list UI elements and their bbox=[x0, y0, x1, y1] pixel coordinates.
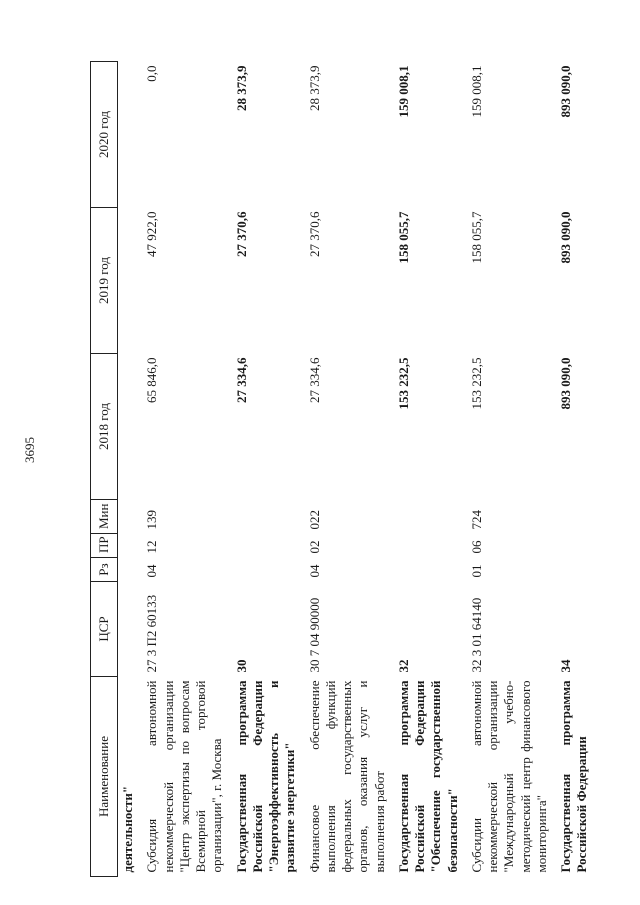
row-pr bbox=[228, 534, 301, 558]
row-2019: 47 922,0 bbox=[144, 211, 160, 257]
row-pr: 12 bbox=[144, 540, 160, 554]
row-pr bbox=[390, 534, 463, 558]
header-2018: 2018 год bbox=[91, 354, 118, 500]
row-2018: 153 232,5 bbox=[468, 357, 484, 410]
row-csr: 32 bbox=[395, 659, 411, 673]
row-2018: 27 334,6 bbox=[306, 357, 322, 403]
row-rz bbox=[118, 558, 139, 582]
row-pr: 02 bbox=[306, 540, 322, 554]
row-2020 bbox=[118, 62, 139, 208]
row-csr bbox=[118, 582, 139, 677]
row-2019: 158 055,7 bbox=[395, 211, 411, 264]
header-row bbox=[91, 62, 118, 877]
row-2019: 27 370,6 bbox=[306, 211, 322, 257]
row-2020: 28 373,9 bbox=[233, 65, 249, 111]
row-2020: 159 008,1 bbox=[468, 65, 484, 118]
row-2019: 27 370,6 bbox=[233, 211, 249, 257]
table-row bbox=[228, 62, 301, 877]
rotated-page bbox=[90, 32, 590, 877]
row-2020: 893 090,0 bbox=[558, 65, 573, 118]
row-rz bbox=[552, 558, 593, 582]
row-csr: 32 3 01 64140 bbox=[468, 597, 484, 673]
row-pr: 06 bbox=[468, 540, 484, 554]
row-2019 bbox=[118, 208, 139, 354]
row-name: Государственная программа Российской Федерации "Обеспечение государственной безопасности" bbox=[395, 680, 460, 873]
header-min: Мин bbox=[91, 500, 118, 534]
row-csr: 30 bbox=[233, 659, 249, 673]
row-rz: 04 bbox=[306, 564, 322, 578]
header-csr: ЦСР bbox=[91, 582, 118, 677]
row-2018: 893 090,0 bbox=[558, 357, 573, 410]
header-name: Наименование bbox=[91, 677, 118, 877]
row-name: Субсидии автономной некоммерческой организации "Международный учебно-методический центр финансового мониторинга" bbox=[468, 680, 549, 873]
row-csr: 30 7 04 90000 bbox=[306, 597, 322, 673]
row-2020: 0,0 bbox=[144, 65, 160, 82]
row-2019: 158 055,7 bbox=[468, 211, 484, 264]
row-2018: 153 232,5 bbox=[395, 357, 411, 410]
row-rz: 04 bbox=[144, 564, 160, 578]
row-name: Государственная программа Российской Федерации bbox=[558, 680, 590, 873]
table-row bbox=[301, 62, 390, 877]
row-2019: 893 090,0 bbox=[558, 211, 573, 264]
header-2020: 2020 год bbox=[91, 62, 118, 208]
row-2018: 27 334,6 bbox=[233, 357, 249, 403]
row-min: 724 bbox=[468, 510, 484, 530]
row-rz: 01 bbox=[468, 564, 484, 578]
row-min: 139 bbox=[144, 510, 160, 530]
row-min bbox=[552, 500, 593, 534]
row-name: Финансовое обеспечение выполнения функций федеральных государственных органов, оказания услуг и выполнения работ bbox=[306, 680, 387, 873]
row-rz bbox=[228, 558, 301, 582]
row-pr bbox=[118, 534, 139, 558]
header-rz: Рз bbox=[91, 558, 118, 582]
page-number: 3695 bbox=[22, 437, 37, 463]
row-csr: 27 3 П2 60133 bbox=[144, 594, 160, 673]
row-name: Субсидия автономной некоммерческой организации "Центр экспертизы по вопросам Всемирной торговой организации", г. Москва bbox=[144, 680, 225, 873]
row-name: Государственная программа Российской Федерации "Энергоэффективность и развитие энергетики" bbox=[233, 680, 298, 873]
row-rz bbox=[390, 558, 463, 582]
row-csr: 34 bbox=[558, 659, 573, 673]
row-2018: 65 846,0 bbox=[144, 357, 160, 403]
budget-table bbox=[90, 61, 593, 877]
row-pr bbox=[552, 534, 593, 558]
table-row bbox=[118, 62, 139, 877]
row-min bbox=[228, 500, 301, 534]
row-name: деятельности" bbox=[120, 785, 135, 873]
table-row bbox=[138, 62, 227, 877]
table-row bbox=[390, 62, 463, 877]
table-row bbox=[463, 62, 552, 877]
header-pr: ПР bbox=[91, 534, 118, 558]
row-2018 bbox=[118, 354, 139, 500]
header-2019: 2019 год bbox=[91, 208, 118, 354]
table-row bbox=[552, 62, 593, 877]
row-2020: 159 008,1 bbox=[395, 65, 411, 118]
row-2020: 28 373,9 bbox=[306, 65, 322, 111]
row-min bbox=[118, 500, 139, 534]
row-min bbox=[390, 500, 463, 534]
row-min: 022 bbox=[306, 510, 322, 530]
